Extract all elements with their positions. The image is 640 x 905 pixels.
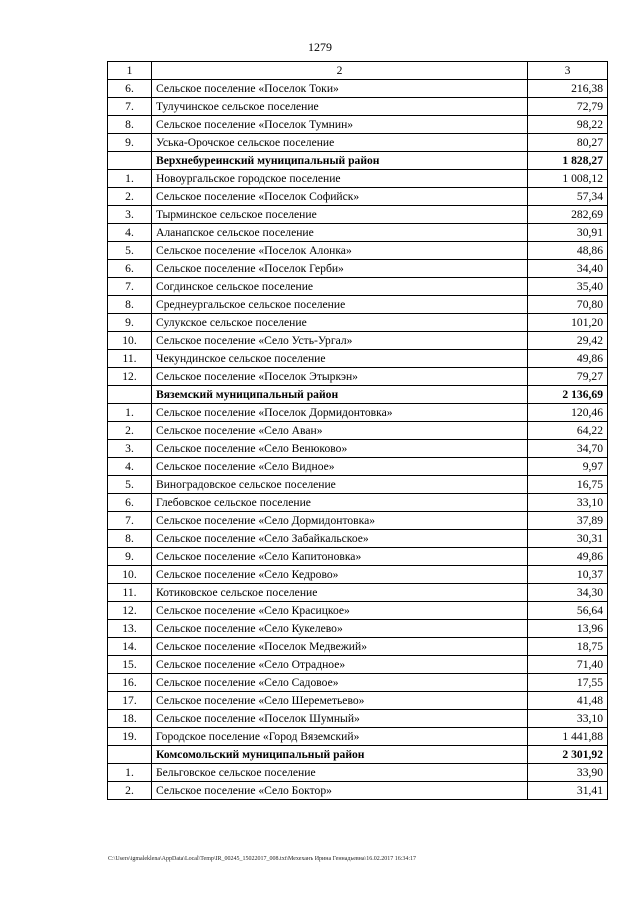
row-value: 216,38 — [528, 80, 608, 98]
row-number: 2. — [108, 188, 152, 206]
table-header-row — [108, 62, 608, 80]
table-row — [108, 476, 608, 494]
header-col-1: 1 — [108, 62, 152, 80]
row-value: 13,96 — [528, 620, 608, 638]
settlement-name: Сельское поселение «Село Отрадное» — [152, 656, 528, 674]
table-row — [108, 440, 608, 458]
settlement-name: Сельское поселение «Село Дормидонтовка» — [152, 512, 528, 530]
row-value: 18,75 — [528, 638, 608, 656]
table-row — [108, 638, 608, 656]
row-value: 34,30 — [528, 584, 608, 602]
district-total-row — [108, 386, 608, 404]
row-value: 34,70 — [528, 440, 608, 458]
settlement-name: Уська-Орочское сельское поселение — [152, 134, 528, 152]
row-value: 48,86 — [528, 242, 608, 260]
settlement-name: Сельское поселение «Поселок Тумнин» — [152, 116, 528, 134]
row-number: 9. — [108, 314, 152, 332]
row-value: 64,22 — [528, 422, 608, 440]
row-value: 1 008,12 — [528, 170, 608, 188]
row-number: 3. — [108, 206, 152, 224]
row-value: 282,69 — [528, 206, 608, 224]
table-row — [108, 242, 608, 260]
row-value: 33,90 — [528, 764, 608, 782]
row-number: 9. — [108, 548, 152, 566]
row-number: 8. — [108, 530, 152, 548]
row-value: 98,22 — [528, 116, 608, 134]
row-number: 19. — [108, 728, 152, 746]
row-value: 1 441,88 — [528, 728, 608, 746]
row-value: 9,97 — [528, 458, 608, 476]
settlement-name: Сельское поселение «Село Кедрово» — [152, 566, 528, 584]
settlement-name: Сельское поселение «Село Усть-Ургал» — [152, 332, 528, 350]
table-row — [108, 206, 608, 224]
row-value: 33,10 — [528, 494, 608, 512]
file-path-footer: C:\Users\igmaleklena\AppData\Local\Temp\IR_00245_15022017_008.txt\Мехеханъ Ирина Геннадьевна\16.02.2017 16:34:17 — [108, 856, 417, 862]
table-row — [108, 692, 608, 710]
table-row — [108, 368, 608, 386]
row-number: 3. — [108, 440, 152, 458]
table-row — [108, 584, 608, 602]
row-value: 49,86 — [528, 548, 608, 566]
row-value: 30,91 — [528, 224, 608, 242]
table-row — [108, 512, 608, 530]
table-row — [108, 656, 608, 674]
row-number: 9. — [108, 134, 152, 152]
row-number: 6. — [108, 260, 152, 278]
row-number: 15. — [108, 656, 152, 674]
row-number: 1. — [108, 170, 152, 188]
table-row — [108, 188, 608, 206]
table-row — [108, 764, 608, 782]
row-value: 49,86 — [528, 350, 608, 368]
row-number: 11. — [108, 584, 152, 602]
settlement-name: Сельское поселение «Поселок Дормидонтовка» — [152, 404, 528, 422]
row-number: 16. — [108, 674, 152, 692]
row-number: 18. — [108, 710, 152, 728]
row-value: 30,31 — [528, 530, 608, 548]
settlement-name: Верхнебуреинский муниципальный район — [152, 152, 528, 170]
table-row — [108, 170, 608, 188]
settlement-name: Вяземский муниципальный район — [152, 386, 528, 404]
row-number: 8. — [108, 116, 152, 134]
row-value: 33,10 — [528, 710, 608, 728]
row-value: 31,41 — [528, 782, 608, 800]
row-number: 7. — [108, 278, 152, 296]
settlement-name: Городское поселение «Город Вяземский» — [152, 728, 528, 746]
settlement-name: Сельское поселение «Село Видное» — [152, 458, 528, 476]
table-row — [108, 296, 608, 314]
settlement-name: Чекундинское сельское поселение — [152, 350, 528, 368]
table-row — [108, 224, 608, 242]
table-row — [108, 782, 608, 800]
row-value: 80,27 — [528, 134, 608, 152]
settlement-name: Сельское поселение «Село Капитоновка» — [152, 548, 528, 566]
row-number: 1. — [108, 764, 152, 782]
settlement-name: Аланапское сельское поселение — [152, 224, 528, 242]
row-number: 6. — [108, 80, 152, 98]
table-row — [108, 332, 608, 350]
row-number: 4. — [108, 458, 152, 476]
settlement-name: Сельское поселение «Село Садовое» — [152, 674, 528, 692]
table-row — [108, 260, 608, 278]
settlement-name: Глебовское сельское поселение — [152, 494, 528, 512]
row-value: 17,55 — [528, 674, 608, 692]
table-row — [108, 98, 608, 116]
row-number: 10. — [108, 332, 152, 350]
row-number: 12. — [108, 602, 152, 620]
row-number: 13. — [108, 620, 152, 638]
settlement-name: Сулукское сельское поселение — [152, 314, 528, 332]
row-number: 1. — [108, 404, 152, 422]
table-row — [108, 80, 608, 98]
row-value: 70,80 — [528, 296, 608, 314]
table-row — [108, 530, 608, 548]
settlement-name: Сельское поселение «Поселок Шумный» — [152, 710, 528, 728]
row-number — [108, 746, 152, 764]
table-row — [108, 494, 608, 512]
settlement-name: Сельское поселение «Село Боктор» — [152, 782, 528, 800]
row-number: 10. — [108, 566, 152, 584]
table-row — [108, 602, 608, 620]
district-total-row — [108, 152, 608, 170]
row-number: 7. — [108, 512, 152, 530]
settlement-name: Бельговское сельское поселение — [152, 764, 528, 782]
table-row — [108, 404, 608, 422]
settlement-name: Сельское поселение «Поселок Медвежий» — [152, 638, 528, 656]
row-number — [108, 386, 152, 404]
settlement-name: Сельское поселение «Поселок Софийск» — [152, 188, 528, 206]
settlement-name: Котиковское сельское поселение — [152, 584, 528, 602]
row-value: 57,34 — [528, 188, 608, 206]
settlement-name: Сельское поселение «Поселок Герби» — [152, 260, 528, 278]
settlement-name: Комсомольский муниципальный район — [152, 746, 528, 764]
row-value: 120,46 — [528, 404, 608, 422]
settlement-name: Тулучинское сельское поселение — [152, 98, 528, 116]
row-number: 5. — [108, 242, 152, 260]
row-number: 6. — [108, 494, 152, 512]
settlement-name: Сельское поселение «Поселок Этыркэн» — [152, 368, 528, 386]
settlement-name: Сельское поселение «Село Венюково» — [152, 440, 528, 458]
header-col-3: 3 — [528, 62, 608, 80]
row-value: 72,79 — [528, 98, 608, 116]
settlement-name: Сельское поселение «Село Красицкое» — [152, 602, 528, 620]
settlement-name: Тырминское сельское поселение — [152, 206, 528, 224]
settlement-name: Новоургальское городское поселение — [152, 170, 528, 188]
row-value: 35,40 — [528, 278, 608, 296]
table-row — [108, 674, 608, 692]
row-number: 14. — [108, 638, 152, 656]
data-table — [107, 61, 608, 800]
row-value: 37,89 — [528, 512, 608, 530]
row-number: 7. — [108, 98, 152, 116]
settlement-name: Сельское поселение «Село Забайкальское» — [152, 530, 528, 548]
table-row — [108, 134, 608, 152]
row-value: 41,48 — [528, 692, 608, 710]
table-row — [108, 458, 608, 476]
settlement-name: Сельское поселение «Село Шереметьево» — [152, 692, 528, 710]
row-value: 1 828,27 — [528, 152, 608, 170]
district-total-row — [108, 746, 608, 764]
row-value: 101,20 — [528, 314, 608, 332]
row-number — [108, 152, 152, 170]
row-value: 2 136,69 — [528, 386, 608, 404]
settlement-name: Сельское поселение «Поселок Токи» — [152, 80, 528, 98]
row-value: 10,37 — [528, 566, 608, 584]
table-row — [108, 728, 608, 746]
settlement-name: Сельское поселение «Село Аван» — [152, 422, 528, 440]
row-number: 4. — [108, 224, 152, 242]
row-value: 16,75 — [528, 476, 608, 494]
table-row — [108, 566, 608, 584]
settlement-name: Сельское поселение «Поселок Алонка» — [152, 242, 528, 260]
row-number: 17. — [108, 692, 152, 710]
row-value: 71,40 — [528, 656, 608, 674]
table-row — [108, 620, 608, 638]
settlement-name: Виноградовское сельское поселение — [152, 476, 528, 494]
row-number: 2. — [108, 782, 152, 800]
settlement-name: Среднеургальское сельское поселение — [152, 296, 528, 314]
row-value: 79,27 — [528, 368, 608, 386]
row-number: 2. — [108, 422, 152, 440]
row-number: 11. — [108, 350, 152, 368]
table-row — [108, 350, 608, 368]
row-value: 29,42 — [528, 332, 608, 350]
table-row — [108, 278, 608, 296]
table-row — [108, 422, 608, 440]
row-number: 8. — [108, 296, 152, 314]
table-row — [108, 710, 608, 728]
settlement-name: Сельское поселение «Село Кукелево» — [152, 620, 528, 638]
row-number: 12. — [108, 368, 152, 386]
page-number: 1279 — [308, 40, 332, 54]
table-row — [108, 116, 608, 134]
row-number: 5. — [108, 476, 152, 494]
table-row — [108, 548, 608, 566]
row-value: 34,40 — [528, 260, 608, 278]
header-col-2: 2 — [152, 62, 528, 80]
settlement-name: Согдинское сельское поселение — [152, 278, 528, 296]
row-value: 2 301,92 — [528, 746, 608, 764]
row-value: 56,64 — [528, 602, 608, 620]
table-row — [108, 314, 608, 332]
